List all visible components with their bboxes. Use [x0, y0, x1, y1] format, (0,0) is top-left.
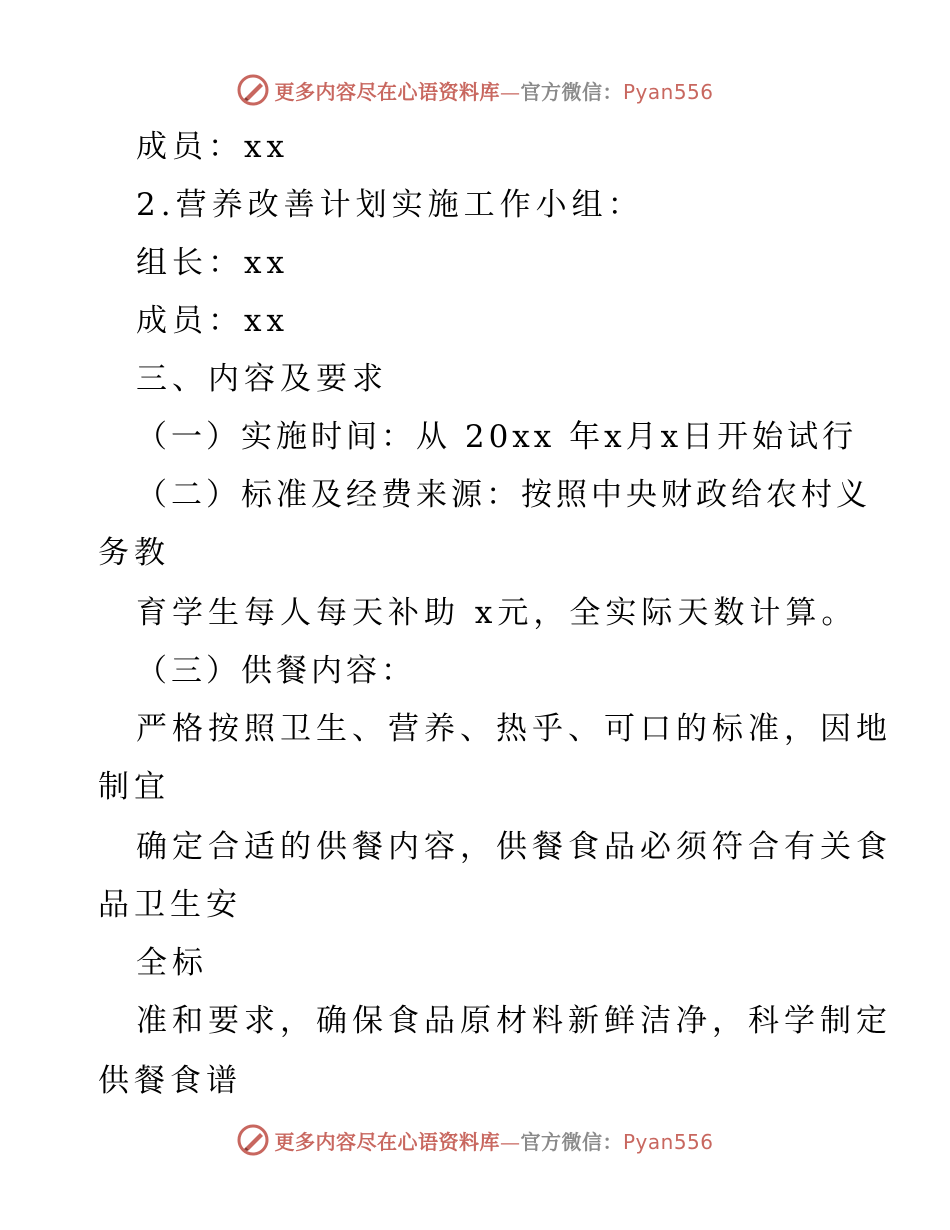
header-watermark	[0, 70, 950, 110]
text-line: （一）实施时间：从 20xx 年x月x日开始试行	[136, 419, 858, 455]
watermark-official-label: 官方微信：	[520, 79, 623, 104]
text-line: 全标	[136, 945, 208, 981]
text-line: 准和要求，确保食品原材料新鲜洁净，科学制定	[136, 1003, 892, 1039]
text-line: 组长：xx	[136, 245, 289, 281]
text-line: 供餐食谱	[98, 1063, 242, 1099]
pen-logo-icon	[236, 73, 270, 107]
text-line: 成员：xx	[136, 129, 289, 165]
watermark-separator: —	[499, 79, 521, 104]
watermark-separator: —	[499, 1129, 521, 1154]
watermark-brand: 更多内容尽在心语资料库	[274, 1129, 500, 1154]
text-line: 务教	[98, 535, 170, 571]
text-line: （三）供餐内容：	[136, 653, 416, 689]
text-line: （二）标准及经费来源：按照中央财政给农村义	[136, 477, 871, 513]
text-line: 2.营养改善计划实施工作小组：	[136, 187, 644, 223]
text-line: 品卫生安	[98, 887, 242, 923]
watermark-wechat-id: Pyan556	[622, 79, 714, 104]
text-line: 确定合适的供餐内容，供餐食品必须符合有关食	[136, 829, 892, 865]
section-heading: 三、内容及要求	[136, 361, 388, 397]
watermark-official-label: 官方微信：	[520, 1129, 623, 1154]
text-line: 育学生每人每天补助 x元，全实际天数计算。	[136, 595, 858, 631]
text-line: 成员：xx	[136, 303, 289, 339]
text-line: 制宜	[98, 769, 170, 805]
text-line: 严格按照卫生、营养、热乎、可口的标准，因地	[136, 711, 892, 747]
watermark-wechat-id: Pyan556	[622, 1129, 714, 1154]
pen-logo-icon	[236, 1123, 270, 1157]
watermark-brand: 更多内容尽在心语资料库	[274, 79, 500, 104]
footer-watermark	[0, 1120, 950, 1160]
